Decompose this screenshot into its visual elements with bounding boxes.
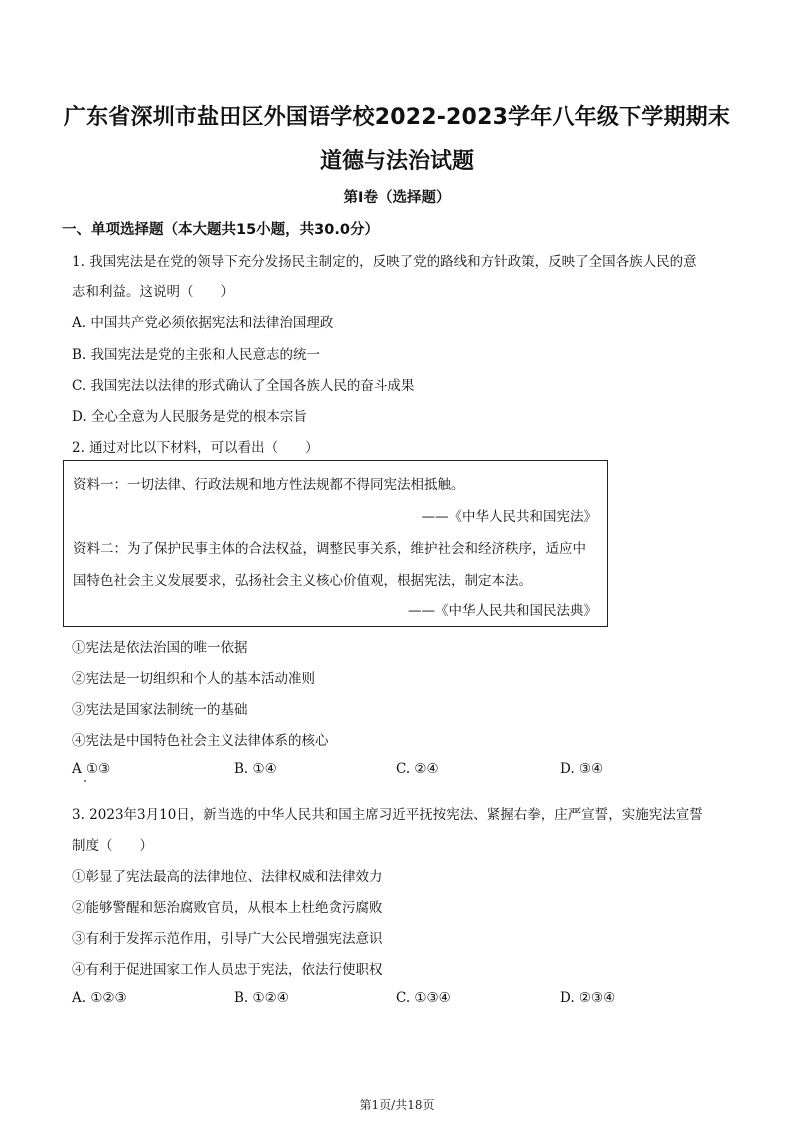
q3-statement-2: ②能够警醒和惩治腐败官员，从根本上杜绝贪污腐败 xyxy=(72,900,383,916)
page-number: 第1页/共18页 xyxy=(359,1098,435,1112)
q2-statement-1: ①宪法是依法治国的唯一依据 xyxy=(72,640,248,656)
q3-statement-4: ④有利于促进国家工作人员忠于宪法，依法行使职权 xyxy=(72,962,383,978)
q2-stem: 2. 通过对比以下材料，可以看出（ ） xyxy=(72,440,319,456)
q3-statement-1: ①彰显了宪法最高的法律地位、法律权威和法律效力 xyxy=(72,869,383,885)
exam-title-line1: 广东省深圳市盐田区外国语学校2022-2023学年八年级下学期期末 xyxy=(63,105,731,130)
q2-statement-3: ③宪法是国家法制统一的基础 xyxy=(72,702,248,718)
section-heading: 一、单项选择题（本大题共15小题，共30.0分） xyxy=(62,222,379,238)
q2-statement-2: ②宪法是一切组织和个人的基本活动准则 xyxy=(72,671,315,687)
q1-option-a: A. 中国共产党必须依据宪法和法律治国理政 xyxy=(72,315,334,331)
q3-choice-d: D. ②③④ xyxy=(560,990,616,1006)
material-1-source: ——《中华人民共和国宪法》 xyxy=(421,509,597,525)
exam-title-line2: 道德与法治试题 xyxy=(319,149,474,174)
q2-choice-a: A ①③ xyxy=(72,761,111,777)
q1-stem-line1: 1. 我国宪法是在党的领导下充分发扬民主制定的，反映了党的路线和方针政策，反映了全国各族人民的意 xyxy=(72,254,697,270)
q3-choice-c: C. ①③④ xyxy=(396,990,451,1006)
q1-option-c: C. 我国宪法以法律的形式确认了全国各族人民的奋斗成果 xyxy=(72,378,415,394)
volume-heading: 第Ⅰ卷（选择题） xyxy=(343,190,451,206)
q3-stem-line1: 3. 2023年3月10日，新当选的中华人民共和国主席习近平抚按宪法、紧握右拳，庄严宣誓，实施宪法宣誓 xyxy=(72,807,703,823)
material-2-line2: 国特色社会主义发展要求，弘扬社会主义核心价值观，根据宪法，制定本法。 xyxy=(73,573,532,589)
q2-choice-d: D. ③④ xyxy=(560,761,604,777)
material-2-source: ——《中华人民共和国民法典》 xyxy=(408,603,597,619)
q3-stem-line2: 制度（ ） xyxy=(72,838,153,854)
stray-mark xyxy=(84,780,86,782)
q1-option-b: B. 我国宪法是党的主张和人民意志的统一 xyxy=(72,347,321,363)
material-1: 资料一：一切法律、行政法规和地方性法规都不得同宪法相抵触。 xyxy=(73,477,465,493)
material-2-line1: 资料二：为了保护民事主体的合法权益，调整民事关系，维护社会和经济秩序，适应中 xyxy=(73,541,586,557)
material-box xyxy=(63,460,608,627)
q3-statement-3: ③有利于发挥示范作用，引导广大公民增强宪法意识 xyxy=(72,931,383,947)
q1-option-d: D. 全心全意为人民服务是党的根本宗旨 xyxy=(72,409,307,425)
q2-statement-4: ④宪法是中国特色社会主义法律体系的核心 xyxy=(72,733,329,749)
q3-choice-a: A. ①②③ xyxy=(72,990,127,1006)
q3-choice-b: B. ①②④ xyxy=(234,990,289,1006)
q2-choice-b: B. ①④ xyxy=(234,761,277,777)
q2-choice-c: C. ②④ xyxy=(396,761,439,777)
q1-stem-line2: 志和利益。这说明（ ） xyxy=(72,284,234,300)
